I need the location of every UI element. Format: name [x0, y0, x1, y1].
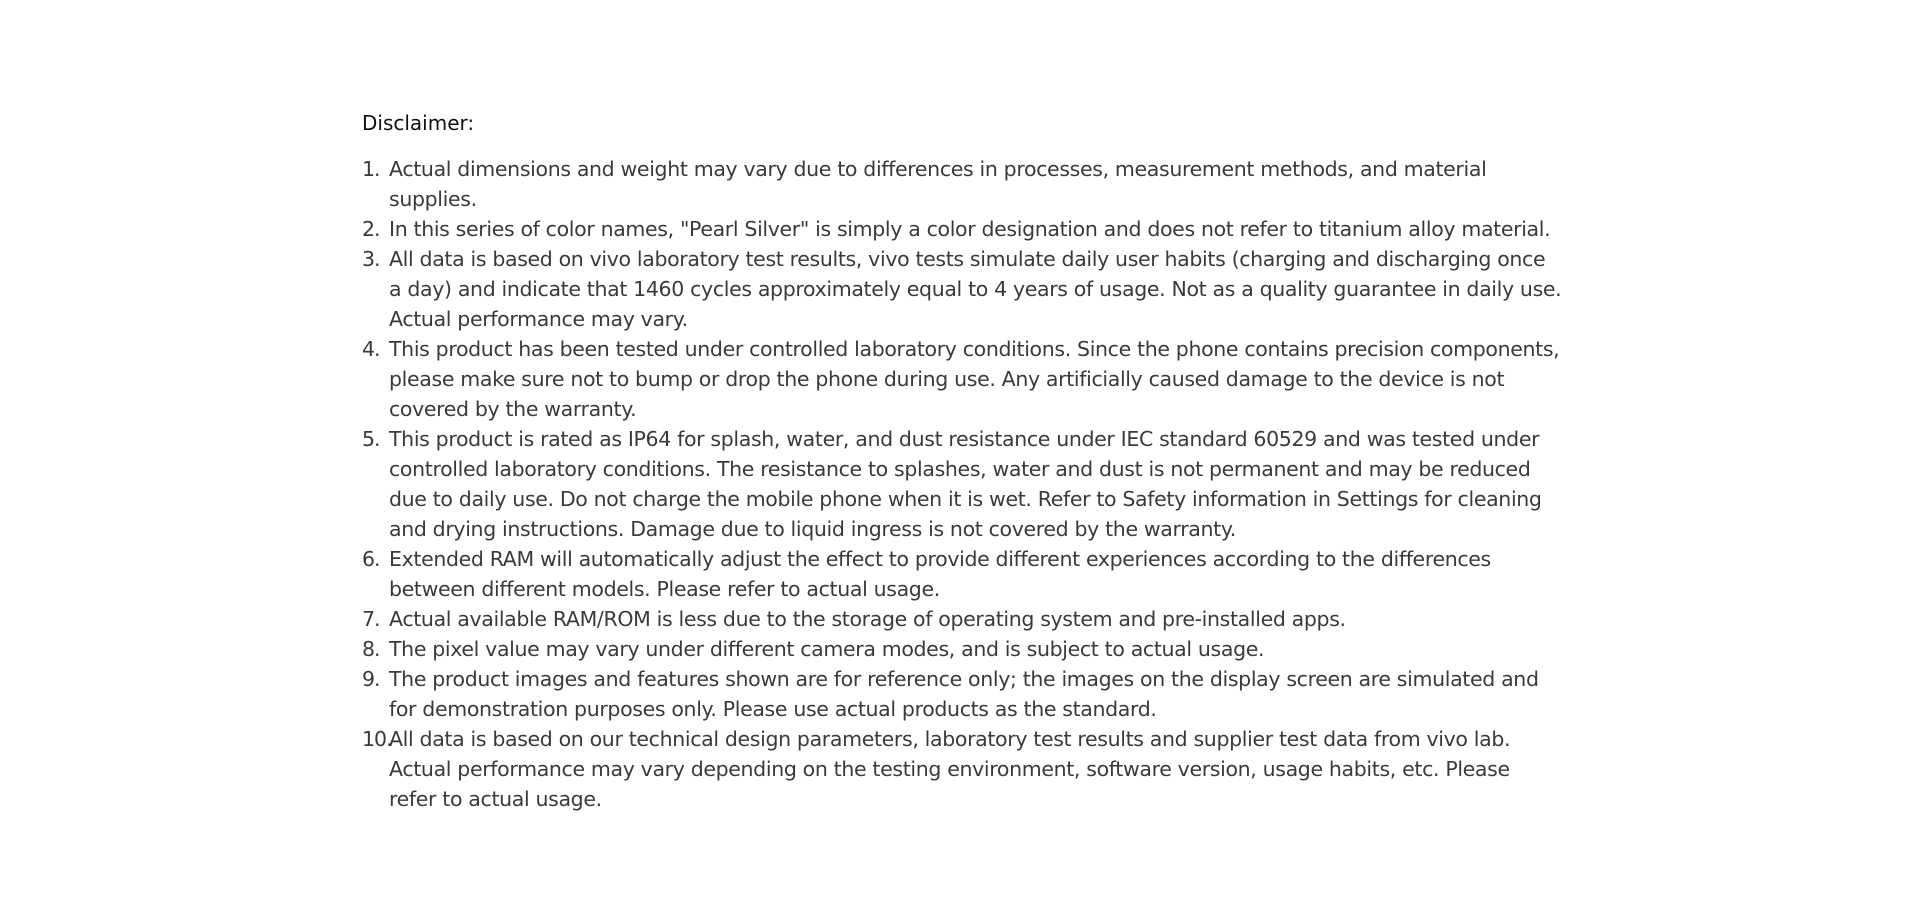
disclaimer-item: [362, 214, 1562, 244]
item-text: Extended RAM will automatically adjust the effect to provide different experiences according to the differences between different models. Please refer to actual usage.: [389, 547, 1491, 601]
item-number: 10.: [362, 727, 392, 751]
disclaimer-item: [362, 334, 1562, 424]
item-number: 6.: [362, 547, 380, 571]
disclaimer-item: [362, 154, 1562, 214]
disclaimer-item: [362, 664, 1562, 724]
item-number: 5.: [362, 427, 380, 451]
disclaimer-item: [362, 244, 1562, 334]
disclaimer-list: [362, 154, 1562, 814]
item-text: Actual dimensions and weight may vary due to differences in processes, measurement methods, and material supplies.: [389, 157, 1487, 211]
item-text: The product images and features shown are for reference only; the images on the display screen are simulated and for demonstration purposes only. Please use actual products as the standard.: [389, 667, 1539, 721]
item-text: In this series of color names, "Pearl Silver" is simply a color designation and does not refer to titanium alloy material.: [389, 217, 1551, 241]
disclaimer-item: [362, 634, 1562, 664]
item-text: All data is based on vivo laboratory test results, vivo tests simulate daily user habits (charging and discharging once a day) and indicate that 1460 cycles approximately equal to 4 years of usage. Not as a quality guarantee in daily use. Actual performance may vary.: [389, 247, 1562, 331]
item-number: 9.: [362, 667, 380, 691]
item-number: 4.: [362, 337, 380, 361]
item-text: Actual available RAM/ROM is less due to the storage of operating system and pre-installed apps.: [389, 607, 1346, 631]
disclaimer-item: [362, 424, 1562, 544]
item-number: 8.: [362, 637, 380, 661]
item-number: 2.: [362, 217, 380, 241]
disclaimer-section: [362, 110, 1562, 814]
disclaimer-item: [362, 544, 1562, 604]
item-text: This product has been tested under controlled laboratory conditions. Since the phone contains precision components, please make sure not to bump or drop the phone during use. Any artificially caused damage to the device is not covered by the warranty.: [389, 337, 1560, 421]
disclaimer-title: Disclaimer:: [362, 111, 475, 135]
disclaimer-item: [362, 724, 1562, 814]
disclaimer-item: [362, 604, 1562, 634]
item-number: 7.: [362, 607, 380, 631]
item-number: 3.: [362, 247, 380, 271]
item-text: The pixel value may vary under different camera modes, and is subject to actual usage.: [389, 637, 1265, 661]
item-number: 1.: [362, 157, 380, 181]
item-text: This product is rated as IP64 for splash, water, and dust resistance under IEC standard 60529 and was tested under controlled laboratory conditions. The resistance to splashes, water and dust is not permanent and may be reduced due to daily use. Do not charge the mobile phone when it is wet. Refer to Safety information in Settings for cleaning and drying instructions. Damage due to liquid ingress is not covered by the warranty.: [389, 427, 1542, 541]
item-text: All data is based on our technical design parameters, laboratory test results and supplier test data from vivo lab. Actual performance may vary depending on the testing environment, software version, usage habits, etc. Please refer to actual usage.: [389, 727, 1511, 811]
